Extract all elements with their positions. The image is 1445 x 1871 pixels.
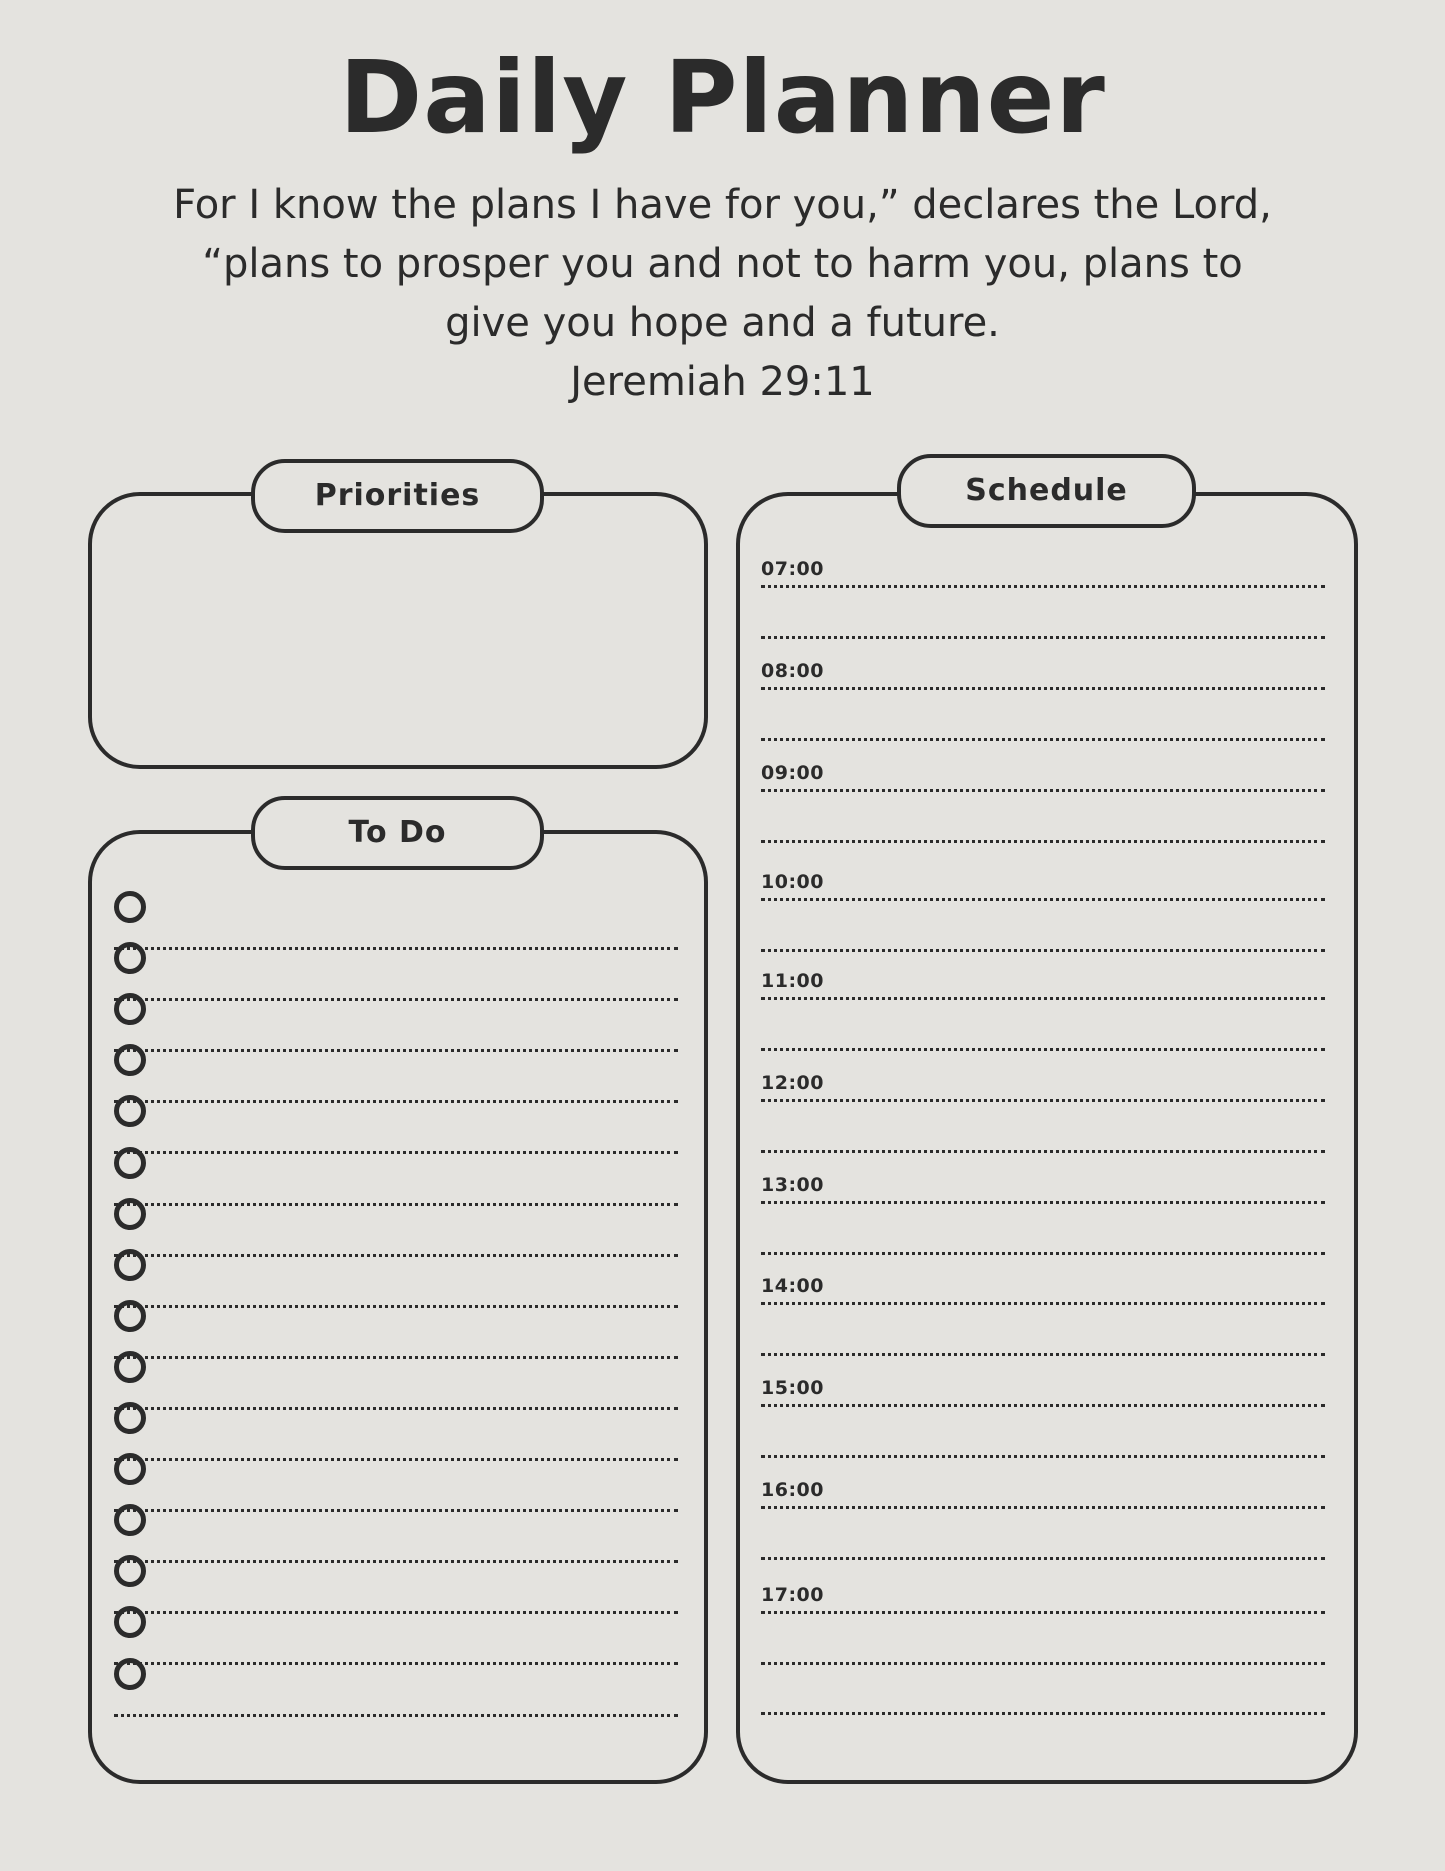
- schedule-line[interactable]: [761, 997, 1325, 1000]
- schedule-line[interactable]: [761, 1506, 1325, 1509]
- todo-line[interactable]: [114, 1560, 678, 1563]
- schedule-line[interactable]: [761, 1353, 1325, 1356]
- schedule-time-label: 15:00: [761, 1377, 824, 1399]
- schedule-line[interactable]: [761, 1557, 1325, 1560]
- schedule-line[interactable]: [761, 1048, 1325, 1051]
- schedule-time-label: 13:00: [761, 1174, 824, 1196]
- todo-line[interactable]: [114, 1305, 678, 1308]
- schedule-line[interactable]: [761, 738, 1325, 741]
- todo-line[interactable]: [114, 947, 678, 950]
- todo-checkbox[interactable]: [114, 1147, 146, 1179]
- todo-line[interactable]: [114, 1151, 678, 1154]
- todo-checkbox[interactable]: [114, 891, 146, 923]
- todo-checkbox[interactable]: [114, 1402, 146, 1434]
- todo-line[interactable]: [114, 1662, 678, 1665]
- schedule-line[interactable]: [761, 789, 1325, 792]
- todo-line[interactable]: [114, 1049, 678, 1052]
- schedule-line[interactable]: [761, 636, 1325, 639]
- todo-checkbox[interactable]: [114, 1658, 146, 1690]
- schedule-time-label: 11:00: [761, 970, 824, 992]
- schedule-tab: Schedule: [897, 454, 1196, 528]
- schedule-line[interactable]: [761, 585, 1325, 588]
- schedule-box: [736, 492, 1358, 1784]
- schedule-line[interactable]: [761, 1611, 1325, 1614]
- todo-line[interactable]: [114, 1356, 678, 1359]
- schedule-line[interactable]: [761, 1455, 1325, 1458]
- schedule-line[interactable]: [761, 1662, 1325, 1665]
- schedule-time-label: 09:00: [761, 762, 824, 784]
- verse-line: give you hope and a future.: [445, 300, 1000, 346]
- todo-line[interactable]: [114, 1458, 678, 1461]
- schedule-line[interactable]: [761, 1302, 1325, 1305]
- bible-verse: [0, 176, 1445, 412]
- todo-checkbox[interactable]: [114, 1453, 146, 1485]
- todo-line[interactable]: [114, 1203, 678, 1206]
- schedule-time-label: 14:00: [761, 1275, 824, 1297]
- schedule-line[interactable]: [761, 1252, 1325, 1255]
- schedule-time-label: 08:00: [761, 660, 824, 682]
- schedule-line[interactable]: [761, 949, 1325, 952]
- schedule-line[interactable]: [761, 1404, 1325, 1407]
- todo-checkbox[interactable]: [114, 1504, 146, 1536]
- schedule-time-label: 17:00: [761, 1584, 824, 1606]
- schedule-line[interactable]: [761, 687, 1325, 690]
- schedule-line[interactable]: [761, 840, 1325, 843]
- verse-reference: Jeremiah 29:11: [570, 359, 875, 405]
- schedule-line[interactable]: [761, 898, 1325, 901]
- todo-line[interactable]: [114, 1509, 678, 1512]
- todo-line[interactable]: [114, 1611, 678, 1614]
- verse-line: “plans to prosper you and not to harm you, plans to: [202, 241, 1243, 287]
- todo-checkbox[interactable]: [114, 1300, 146, 1332]
- todo-checkbox[interactable]: [114, 993, 146, 1025]
- page-title: Daily Planner: [339, 39, 1106, 156]
- verse-line: For I know the plans I have for you,” declares the Lord,: [173, 182, 1272, 228]
- priorities-tab: Priorities: [251, 459, 544, 533]
- todo-checkbox[interactable]: [114, 1198, 146, 1230]
- todo-checkbox[interactable]: [114, 1249, 146, 1281]
- schedule-line[interactable]: [761, 1099, 1325, 1102]
- priorities-box[interactable]: [88, 492, 708, 769]
- schedule-line[interactable]: [761, 1712, 1325, 1715]
- todo-line[interactable]: [114, 1254, 678, 1257]
- schedule-line[interactable]: [761, 1150, 1325, 1153]
- todo-line[interactable]: [114, 1100, 678, 1103]
- schedule-time-label: 12:00: [761, 1072, 824, 1094]
- schedule-time-label: 16:00: [761, 1479, 824, 1501]
- schedule-line[interactable]: [761, 1201, 1325, 1204]
- todo-tab: To Do: [251, 796, 544, 870]
- schedule-time-label: 10:00: [761, 871, 824, 893]
- todo-checkbox[interactable]: [114, 1351, 146, 1383]
- todo-line[interactable]: [114, 998, 678, 1001]
- schedule-time-label: 07:00: [761, 558, 824, 580]
- todo-checkbox[interactable]: [114, 942, 146, 974]
- todo-line[interactable]: [114, 1714, 678, 1717]
- todo-line[interactable]: [114, 1407, 678, 1410]
